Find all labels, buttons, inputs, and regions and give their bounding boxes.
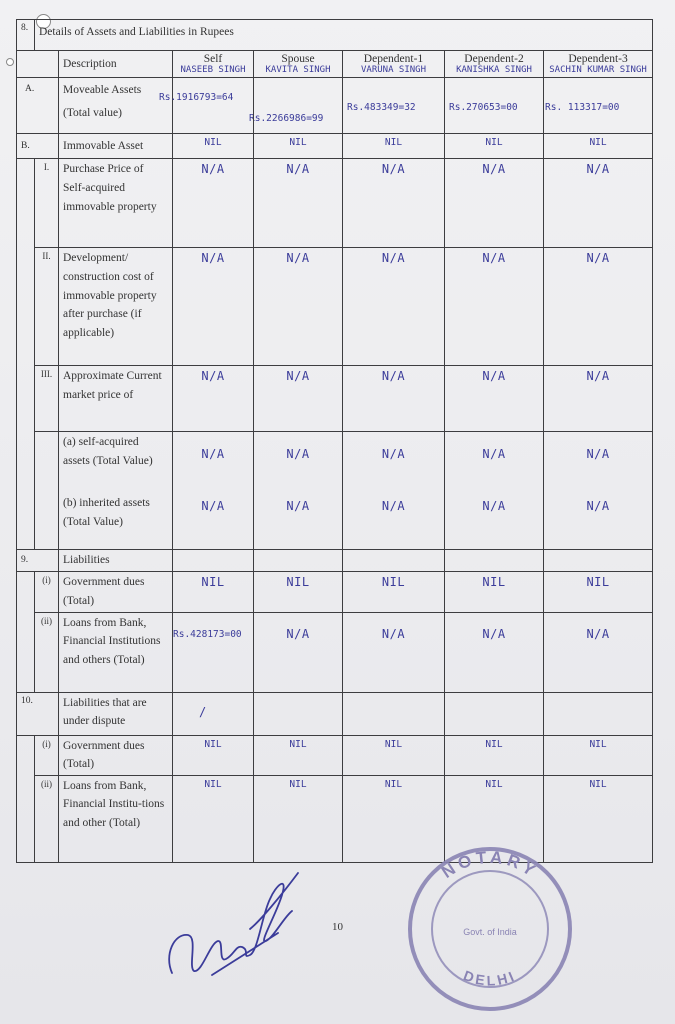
header-dependent-3: Dependent-3 SACHIN KUMAR SINGH (544, 51, 653, 78)
value-self: N/A (173, 248, 254, 366)
header-self: Self NASEEB SINGH (173, 51, 254, 78)
immovable-self: NIL (173, 134, 254, 159)
dispute-title: Liabilities that are under dispute (59, 692, 173, 735)
liabilities-header-row (17, 550, 653, 572)
immovable-asset-row (17, 134, 653, 159)
moveable-self-value: Rs.1916793=64 (159, 92, 234, 104)
spouse-name: KAVITA SINGH (265, 65, 331, 76)
loans-self-value: Rs.428173=00 (173, 612, 254, 692)
value-self: N/A (173, 366, 254, 432)
dispute-loans-row: (ii) Loans from Bank, Financial Institu-tions and other (Total) NIL NIL NIL NIL NIL (17, 775, 653, 862)
dependent-3-name: SACHIN KUMAR SINGH (549, 65, 647, 76)
self-name: NASEEB SINGH (180, 65, 246, 76)
item-label: Government dues (Total) (59, 735, 173, 775)
value-dependent-1: N/A (343, 366, 445, 432)
section-title-row (17, 20, 653, 51)
item-number: (i) (35, 735, 59, 775)
punch-hole (6, 58, 14, 66)
item-label: Loans from Bank, Financial Institu-tions and other (Total) (59, 775, 173, 862)
inherited-label: (b) inherited assets (Total Value) (63, 497, 150, 528)
dependent-1-name: VARUNA SINGH (360, 65, 427, 76)
svg-text:DELHI (461, 967, 518, 989)
item-label: Government dues (Total) (59, 572, 173, 612)
value-dependent-2: N/A (445, 159, 544, 248)
liabilities-number: 9. (17, 550, 59, 572)
government-dues-row: (i) Government dues (Total) NIL NIL NIL NIL NIL (17, 572, 653, 612)
value-dependent-3: N/A (544, 248, 653, 366)
value-dependent-2: N/A (445, 366, 544, 432)
moveable-title: Moveable Assets (63, 84, 142, 97)
dispute-header-row (17, 692, 653, 735)
item-label: Development/ construction cost of immovable property after purchase (if applicable) (59, 248, 173, 366)
value-dependent-1: N/A (343, 159, 445, 248)
notary-stamp (400, 843, 582, 1015)
market-price-breakdown-row: (a) self-acquired assets (Total Value) (b) inherited assets (Total Value) N/A N/A N/A N/A N/A N/A N/A N/A N/A N/A (17, 432, 653, 550)
moveable-spouse-value: Rs.2266986=99 (249, 113, 324, 125)
moveable-assets-row (17, 78, 653, 134)
immovable-dependent-2: NIL (445, 134, 544, 159)
immovable-dependent-3: NIL (544, 134, 653, 159)
assets-liabilities-table (16, 19, 653, 863)
stamp-top-text: NOTARY (438, 847, 542, 883)
dispute-government-dues-row: (i) Government dues (Total) NIL NIL NIL NIL NIL (17, 735, 653, 775)
purchase-price-row (17, 159, 653, 248)
moveable-dependent-1-value: Rs.483349=32 (347, 102, 416, 114)
page-number: 10 (332, 921, 343, 933)
item-label: Approximate Current market price of (59, 366, 173, 432)
dispute-number: 10. (17, 692, 59, 735)
value-self: N/A (173, 159, 254, 248)
value-dependent-3: N/A (544, 159, 653, 248)
value-spouse: N/A (254, 159, 343, 248)
moveable-label: A. (17, 78, 59, 134)
value-spouse: N/A (254, 366, 343, 432)
development-cost-row (17, 248, 653, 366)
stamp-inner-text: Govt. of India (463, 927, 517, 937)
immovable-title: Immovable Asset (59, 134, 173, 159)
header-dependent-2: Dependent-2 KANISHKA SINGH (445, 51, 544, 78)
stamp-bottom-text: DELHI (461, 967, 519, 989)
moveable-dependent-3-value: Rs. 113317=00 (545, 102, 620, 114)
value-dependent-1: N/A (343, 248, 445, 366)
item-number: II. (35, 248, 59, 366)
liabilities-title: Liabilities (59, 550, 173, 572)
immovable-dependent-1: NIL (343, 134, 445, 159)
section-title: Details of Assets and Liabilities in Rupees (35, 20, 653, 51)
market-price-row (17, 366, 653, 432)
immovable-label: B. (17, 134, 59, 159)
header-dependent-1: Dependent-1 VARUNA SINGH (343, 51, 445, 78)
item-label: Purchase Price of Self-acquired immovable property (59, 159, 173, 248)
loans-row: (ii) Loans from Bank, Financial Institutions and others (Total) Rs.428173=00 N/A N/A N/A N/A (17, 612, 653, 692)
moveable-subtitle: (Total value) (63, 106, 122, 119)
item-number: I. (35, 159, 59, 248)
value-dependent-2: N/A (445, 248, 544, 366)
item-number: III. (35, 366, 59, 432)
header-description: Description (59, 51, 173, 78)
item-label: Loans from Bank, Financial Institutions and others (Total) (59, 612, 173, 692)
self-acquired-label: (a) self-acquired assets (Total Value) (63, 436, 153, 467)
moveable-dependent-2-value: Rs.270653=00 (449, 102, 518, 114)
header-spouse: Spouse KAVITA SINGH (254, 51, 343, 78)
immovable-spouse: NIL (254, 134, 343, 159)
dispute-mark: / (173, 692, 254, 735)
value-spouse: N/A (254, 248, 343, 366)
section-number: 8. (17, 20, 35, 51)
value-dependent-3: N/A (544, 366, 653, 432)
item-number: (ii) (35, 775, 59, 862)
item-number: (ii) (35, 612, 59, 692)
svg-text:NOTARY (438, 848, 542, 882)
item-number: (i) (35, 572, 59, 612)
dependent-2-name: KANISHKA SINGH (456, 65, 532, 76)
signature-image (158, 855, 308, 990)
header-row (17, 51, 653, 78)
